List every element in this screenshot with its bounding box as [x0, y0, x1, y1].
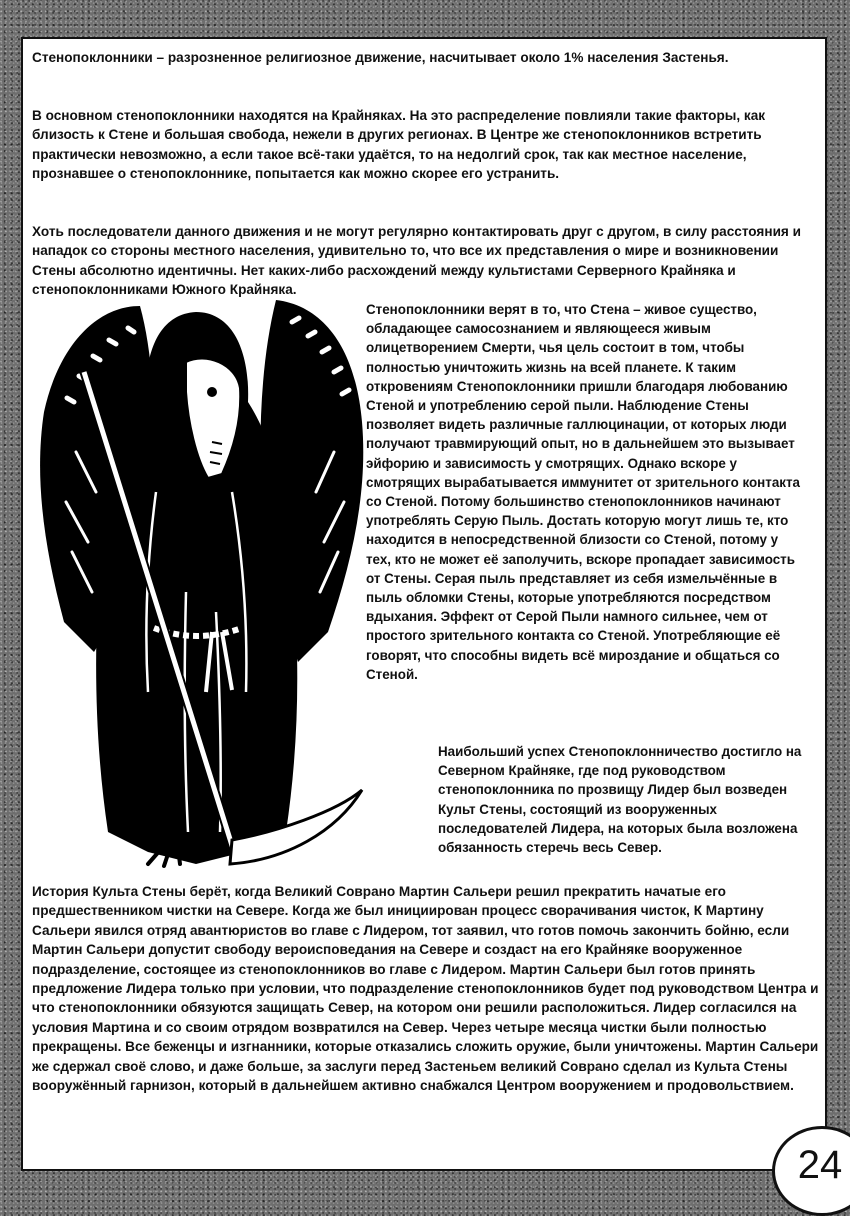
wall-reaper-illustration: [36, 292, 366, 892]
paragraph-intro: Стенопоклонники – разрозненное религиозное движение, насчитывает около 1% населения Застенья.: [32, 50, 729, 65]
paragraph-history: История Культа Стены берёт, когда Великий Соврано Мартин Сальери решил прекратить начатые его предшественником чистки на Севере. Когда же был инициирован процесс сворачивания чисток, К Мартину Сальери явился отряд авантюристов во главе с Лидером, тот заявил, что готов помочь закончить бойню, если Мартин Сальери допустит свободу вероисповедания на Севере и создаст на его Крайняке вооруженное подразделение, состоящее из стенопоклонников во главе с Лидером. Мартин Сальери был готов принять предложение Лидера только при условии, что подразделение стенопоклонников будет под руководством Центра и что стенопоклонники обязуются защищать Север, на котором они решили расположиться. Лидер согласился на условия Мартина и со своим отрядом возвратился на Север. Через четыре месяца чистки были полностью прекращены. Все беженцы и изгнанники, которые отказались сложить оружие, были уничтожены. Мартин Сальери же сдержал своё слово, и даже больше, за заслуги перед Застеньем великий Соврано сделал из Культа Стены вооружённый гарнизон, который в дальнейшем активно снабжался Центром вооружением и продовольствием.: [32, 884, 819, 1094]
page-number: 24: [797, 1143, 843, 1187]
paragraph-belief: Стенопоклонники верят в то, что Стена – живое существо, обладающее самосознанием и являющееся живым олицетворением Смерти, чья цель состоит в том, чтобы полностью уничтожить жизнь на всей планете. К таким откровениям Стенопоклонники пришли благодаря любованию Стеной и употреблению серой пыли. Наблюдение Стены позволяет видеть различные галлюцинации, от которых люди получают травмирующий опыт, но в дальнейшем это вызывает эйфорию и зависимость у смотрящих. Однако вскоре у смотрящих вырабатывается иммунитет от зрительного контакта со Стеной. Потому большинство стенопоклонников начинают употреблять Серую Пыль. Достать которую могут лишь те, кто находится в непосредственной близости со Стеной, потому у тех, кто не может её заполучить, вскоре пропадает зависимость от Стены. Серая пыль представляет из себя измельчённые в пыль обломки Стены, которые употребляются посредством вдыхания. Эффект от Серой Пыли намного сильнее, чем от простого зрительного контакта со Стеной. Употребляющие её говорят, что способны видеть всё мироздание и общаться со Стеной.: [366, 302, 800, 682]
paragraph-unity: Хоть последователи данного движения и не могут регулярно контактировать друг с другом, в силу расстояния и нападок со стороны местного населения, удивительно то, что все их представления о мире и возникновении Стены абсолютно идентичны. Нет каких-либо расхождений между культистами Серверного Крайняка и стенопоклонниками Южного Крайняка.: [32, 224, 802, 298]
paragraph-location: В основном стенопоклонники находятся на Крайняках. На это распределение повлияли такие факторы, как близость к Стене и большая свобода, нежели в других регионах. В Центре же стенопоклонников встретить практически невозможно, а если такое всё-таки удаётся, то на недолгий срок, так как местное население, прознавшее о стенопоклоннике, попытается как можно скорее его устранить.: [32, 108, 766, 182]
paragraph-cult: Наибольший успех Стенопоклонничество достигло на Северном Крайняке, где под руководством стенопоклонника по прозвищу Лидер был возведен Культ Стены, состоящий из вооруженных последователей Лидера, на которых была возложена обязанность стеречь весь Север.: [438, 744, 802, 856]
